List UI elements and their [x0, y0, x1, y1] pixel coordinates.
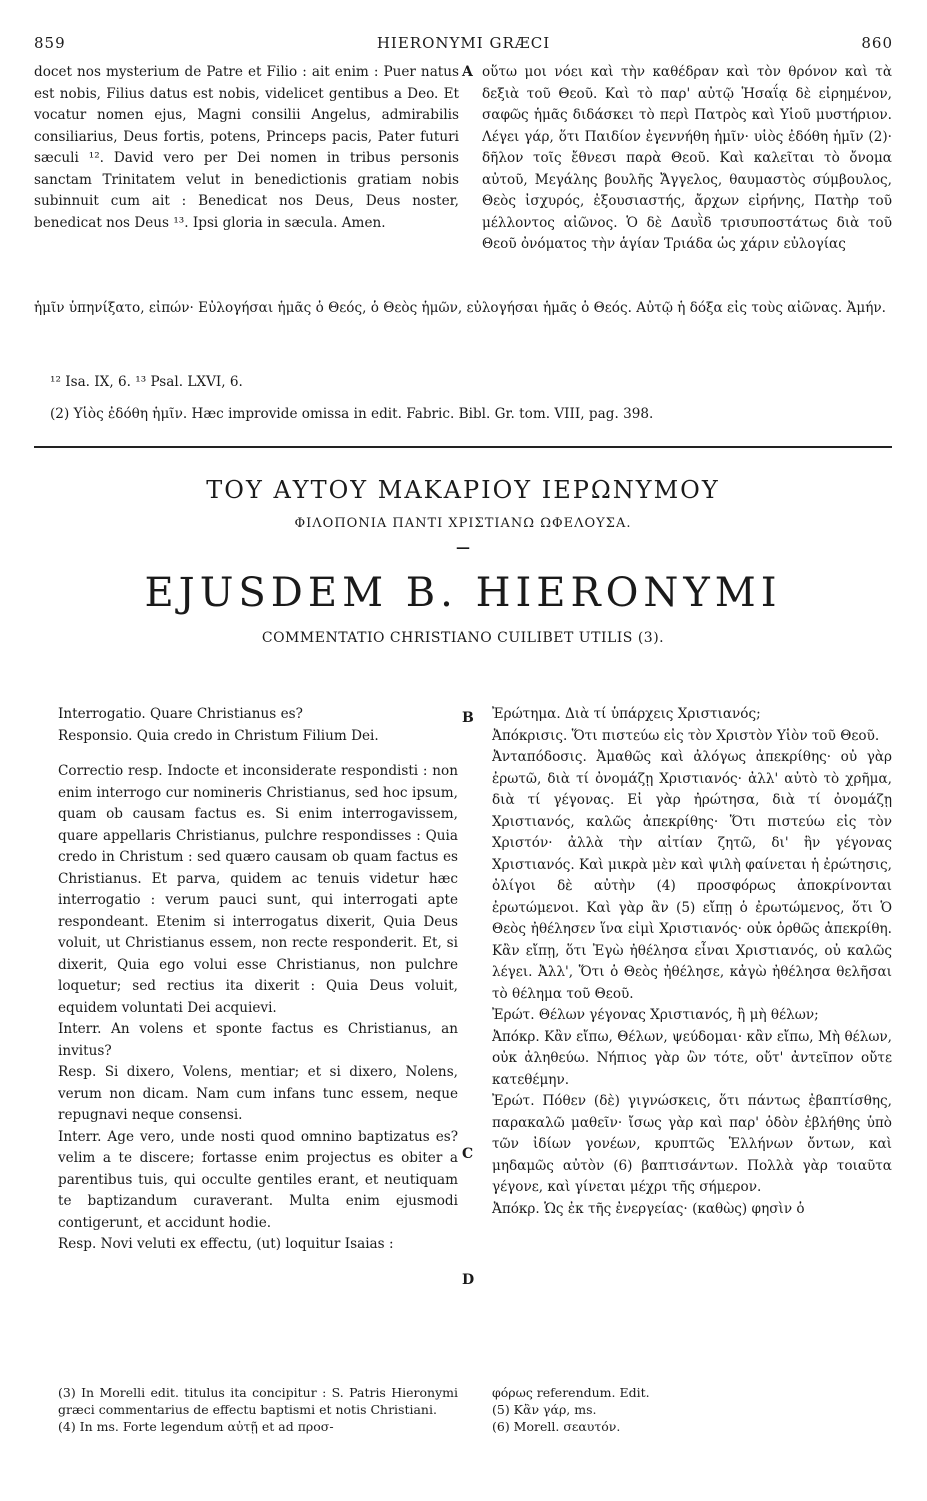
- top-greek-fullwidth: [34, 298, 892, 320]
- latin-title: EJUSDEM B. HIERONYMI: [144, 570, 782, 616]
- greek-antapodosis: Ἀνταπόδοσις. Ἀμαθῶς καὶ ἀλόγως ἀπεκρίθης· οὐ γὰρ ἐρωτῶ, διὰ τί ὀνομάζῃ Χριστιανός· ἀλλ' αὐτὸ τὸ χρῆμα, διὰ τί γέγονας. Εἰ γὰρ ἠρώτησα, διὰ τί ὀνομάζῃ Χριστιανός, καλῶς ἀπεκρίθης· Ὅτι πιστεύω εἰς τὸν Χριστόν· ἀλλὰ τὴν αἰτίαν ζητῶ, δι' ἣν γέγονας Χριστιανός. Καὶ μικρὰ μὲν καὶ ψιλὴ φαίνεται ἡ ἐρώτησις, ὀλίγοι δὲ αὐτὴν (4) προσφόρως ἀποκρίνονται ἐρωτώμενοι. Καὶ γὰρ ἂν (5) εἴπῃ ὁ ἐρωτώμενος, ὅτι Ὁ Θεὸς ἠθέλησεν ἵνα εἰμὶ Χριστιανός· οὐκ ὀρθῶς ἀπεκρίθη. Κἂν εἴπῃ, ὅτι Ἐγὼ ἠθέλησα εἶναι Χριστιανός, οὐ καλῶς λέγει. Ἀλλ', Ὅτι ὁ Θεὸς ἠθέλησε, κἀγὼ ἠθέλησα θελῆσαι τὸ θέλημα τοῦ Θεοῦ.: [492, 749, 892, 1002]
- page-number-left: 859: [34, 34, 66, 52]
- footnote-4: (4) In ms. Forte legendum αὐτῇ et ad προσ-: [58, 1419, 334, 1434]
- latin-interr-3: Interr. Age vero, unde nosti quod omnino baptizatus es? velim a te discere; fortasse enim projectus es obiter a parentibus tuis, qui occulte gentiles erant, et neutiquam te baptizandum curaverant. Multa enim ejusmodi contigerunt, et accidunt hodie.: [58, 1128, 458, 1231]
- latin-interr-2: Interr. An volens et sponte factus es Christianus, an invitus?: [58, 1021, 458, 1059]
- margin-marker-a: A: [462, 64, 473, 80]
- greek-fullwidth-paragraph: ἡμῖν ὑπηνίξατο, εἰπών· Εὐλογήσαι ἡμᾶς ὁ Θεός, ὁ Θεὸς ἡμῶν, εὐλογήσαι ἡμᾶς ὁ Θεός. Αὐτῷ ἡ δόξα εἰς τοὺς αἰῶνας. Ἀμήν.: [34, 300, 886, 316]
- section-divider: [34, 446, 892, 448]
- margin-marker-d: D: [462, 1272, 475, 1288]
- footnote-2: (2) Υἱὸς ἐδόθη ἡμῖν. Hæc improvide omissa in edit. Fabric. Bibl. Gr. tom. VIII, pag. 398.: [50, 406, 654, 422]
- main-latin-column: [58, 704, 458, 1256]
- greek-title: ΤΟΥ ΑΥΤΟΥ ΜΑΚΑΡΙΟΥ ΙΕΡΩΝΥΜΟΥ: [206, 476, 720, 504]
- latin-resp-2: Resp. Si dixero, Volens, mentiar; et si dixero, Nolens, verum non dicam. Nam cum infans tunc essem, neque repugnavi neque consensi.: [58, 1064, 458, 1123]
- latin-resp-3: Resp. Novi veluti ex effectu, (ut) loquitur Isaias :: [58, 1236, 394, 1252]
- main-greek-column: [492, 704, 892, 1220]
- running-title: HIERONYMI GRÆCI: [376, 34, 551, 52]
- top-latin-text: [34, 62, 459, 234]
- latin-correctio: Correctio resp. Indocte et inconsiderate respondisti : non enim interrogo cur nomineris Christianus, sed hoc ipsum, quam ob causam factus es. Si enim interrogavissem, quare appellaris Christianus, pulchre respondisses : Quia credo in Christum : sed quæro causam ob quam factus es Christianus. Et parva, quidem ac tenuis videtur hæc interrogatio : verum pauci sunt, qui interrogati apte respondeant. Etenim si interrogatus dixerit, Quia Deus voluit, ut Christianus essem, non recte responderit. Et, si dixerit, Quia ego volui esse Christianus, non pulchre loquetur; sed rectius ita dixerit : Quia Deus voluit, equidem voluntati Dei acquievi.: [58, 763, 458, 1016]
- latin-q1: Interrogatio. Quare Christianus es?: [58, 706, 303, 722]
- greek-erot-2: Ἐρώτ. Θέλων γέγονας Χριστιανός, ἢ μὴ θέλων;: [492, 1007, 819, 1023]
- page-number-right: 860: [861, 34, 893, 52]
- footnote-6: (6) Morell. σεαυτόν.: [492, 1419, 621, 1434]
- footnote-4-cont: φόρως referendum. Edit.: [492, 1385, 650, 1400]
- footnote-5: (5) Κἂν γάρ, ms.: [492, 1402, 597, 1417]
- footnote-3: (3) In Morelli edit. titulus ita concipitur : S. Patris Hieronymi græci commentarius de effectu baptismi et notis Christiani.: [58, 1385, 458, 1417]
- latin-paragraph: docet nos mysterium de Patre et Filio : ait enim : Puer natus est nobis, Filius datus est nobis, videlicet gentibus a Deo. Et vocatur nomen ejus, Magni consilii Angelus, admirabilis consiliarius, Deus fortis, potens, Princeps pacis, Pater futuri sæculi ¹². David vero per Dei nomen in tribus personis sanctam Trinitatem velut in benedictionis gratiam nobis subinnuit cum ait : Benedicat nos Deus, Deus noster, benedicat nos Deus ¹³. Ipsi gloria in sæcula. Amen.: [34, 64, 459, 231]
- latin-subtitle: COMMENTATIO CHRISTIANO CUILIBET UTILIS (3).: [261, 630, 665, 646]
- greek-apokr-3: Ἀπόκρ. Ὡς ἐκ τῆς ἐνεργείας· (καθὼς) φησὶν ὁ: [492, 1200, 805, 1217]
- top-greek-text: [482, 62, 892, 256]
- margin-marker-c: C: [462, 1146, 474, 1162]
- margin-marker-b: B: [462, 710, 474, 726]
- footnotes-left: [58, 1384, 458, 1435]
- greek-q1: Ἐρώτημα. Διὰ τί ὑπάρχεις Χριστιανός;: [492, 706, 761, 722]
- greek-paragraph: οὕτω μοι νόει καὶ τὴν καθέδραν καὶ τὸν θρόνον καὶ τὰ δεξιὰ τοῦ Θεοῦ. Καὶ τὸ παρ' αὐτῷ Ἡσαΐᾳ δὲ εἰρημένον, σαφῶς ἡμᾶς διδάσκει τὸ περὶ Πατρὸς καὶ Υἱοῦ μυστήριον. Λέγει γάρ, ὅτι Παιδίον ἐγεννήθη ἡμῖν· υἱὸς ἐδόθη ἡμῖν (2)· δῆλον τοῖς ἔθνεσι παρὰ Θεοῦ. Καὶ καλεῖται τὸ ὄνομα αὐτοῦ, Μεγάλης βουλῆς Ἄγγελος, θαυμαστὸς σύμβουλος, Θεὸς ἰσχυρός, ἐξουσιαστής, ἄρχων εἰρήνης, Πατὴρ τοῦ μέλλοντος αἰῶνος. Ὁ δὲ Δαυῒδ τρισυποστάτως διὰ τοῦ Θεοῦ ὀνόματος τὴν ἁγίαν Τριάδα ὡς χάριν εὐλογίας: [482, 64, 892, 252]
- footnotes-right: [492, 1384, 892, 1435]
- footnote-scripture: ¹² Isa. IX, 6. ¹³ Psal. LXVI, 6.: [50, 374, 243, 390]
- latin-r1: Responsio. Quia credo in Christum Filium Dei.: [58, 727, 379, 744]
- greek-subtitle: ΦΙΛΟΠΟΝΙΑ ΠΑΝΤΙ ΧΡΙΣΤΙΑΝΩ ΩΦΕΛΟΥΣΑ.: [294, 516, 632, 531]
- title-dash: —: [456, 540, 470, 556]
- greek-r1: Ἀπόκρισις. Ὅτι πιστεύω εἰς τὸν Χριστὸν Υἱὸν τοῦ Θεοῦ.: [492, 727, 880, 744]
- greek-erot-3: Ἐρώτ. Πόθεν (δὲ) γιγνώσκεις, ὅτι πάντως ἐβαπτίσθης, παρακαλῶ μαθεῖν· ἴσως γὰρ καὶ παρ' ὁδὸν ἐβλήθης ὑπὸ τῶν ἰδίων γονέων, κρυπτῶς Ἑλλήνων ὄντων, καὶ μηδαμῶς αὐτὸν (6) βαπτισάντων. Πολλὰ γὰρ τοιαῦτα γέγονε, καὶ γίνεται μέχρι τῆς σήμερον.: [492, 1093, 892, 1195]
- greek-apokr-2: Ἀπόκρ. Κἂν εἴπω, Θέλων, ψεύδομαι· κἂν εἴπω, Μὴ θέλων, οὐκ ἀληθεύω. Νήπιος γὰρ ὢν τότε, οὔτ' ἀντεῖπον οὔτε κατεθέμην.: [492, 1028, 892, 1088]
